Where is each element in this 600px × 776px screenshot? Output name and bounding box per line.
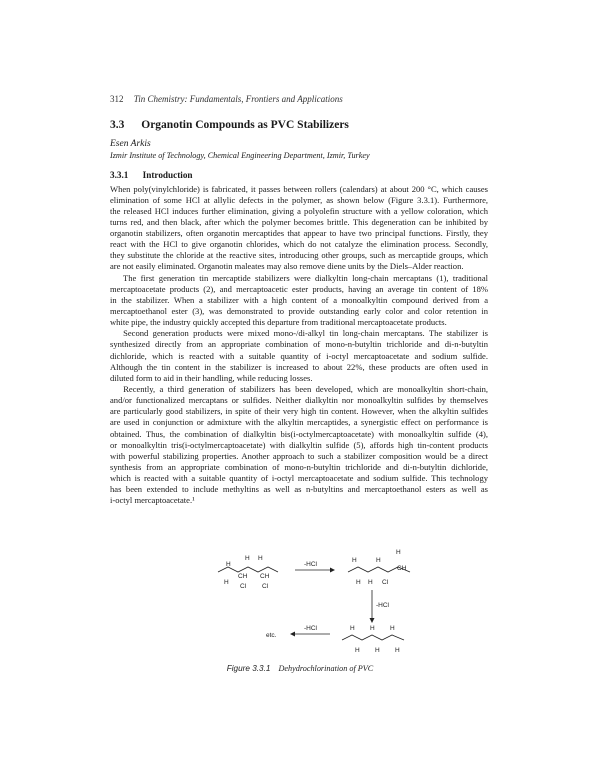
ch-label: CH: [238, 573, 248, 580]
body-line: Recently, a third generation of stabilizers has been developed, which are monoalkyltin short-chain,: [110, 384, 488, 395]
body-line: and/or functionalized mercaptans or sulfides. Neither dialkyltin nor monoalkyltin sulfides by themselves: [110, 395, 488, 406]
body-line: they substitute the chloride at the reactive sites, introducing other groups, such as mercaptide groups, which: [110, 250, 488, 261]
caption-label: Figure 3.3.1: [226, 664, 271, 673]
body-line: diluted form to aid in their handling, while reducing losses.: [110, 372, 313, 383]
body-line: or monoalkyltin tris(i-octylmercaptoacetate) with dialkyltin sulfide (5), affords high tin-content products: [110, 439, 488, 450]
body-line: synthesized directly from an appropriate combination of mono-n-butyltin trichloride and di-n-butyltin: [110, 339, 488, 350]
atom-h: H: [258, 555, 263, 562]
figure-reaction-scheme: [200, 540, 440, 664]
atom-h: H: [396, 549, 401, 556]
reaction-scheme-svg: [200, 540, 440, 664]
body-line: Second generation products were mixed mono-/di-alkyl tin long-chain mercaptans. The stabilizer is: [110, 328, 488, 339]
body-line: obtained. Thus, the combination of dialkyltin bis(i-octylmercaptoacetate) with monoalkyltin sulfide (4),: [110, 428, 488, 439]
atom-h: H: [352, 557, 357, 564]
atom-h: H: [390, 625, 395, 632]
atom-h: H: [350, 625, 355, 632]
ch-label: CH: [260, 573, 270, 580]
arrowhead-1: [330, 568, 335, 573]
body-line: react with the HCl to give organotin chlorides, which do not catalyze the elimination process. Secondly,: [110, 239, 488, 250]
body-line: with powerful stabilizing properties. Another approach to such a stabilizer composition would be a direct: [110, 450, 488, 461]
body-line: in the stabilizer. When a stabilizer with a high content of a monoalkyltin compound derived from a: [110, 294, 488, 305]
body-line: the released HCl induces further elimination, giving a polyolefin structure with a yellow coloration, which: [110, 205, 488, 216]
atom-h: H: [245, 555, 250, 562]
body-line: i-octyl mercaptoacetate.¹: [110, 495, 195, 506]
section-number: 3.3: [110, 119, 125, 131]
figure-caption: [0, 664, 600, 673]
body-line: mercaptoethanol ester (3), was demonstrated to provide outstanding early color and color retention in: [110, 306, 488, 317]
reagent-3: -HCl: [304, 625, 317, 632]
reagent-1: -HCl: [304, 561, 317, 568]
arrowhead-2: [370, 618, 375, 623]
atom-h: H: [395, 647, 400, 654]
caption-text: Dehydrochlorination of PVC: [278, 664, 374, 673]
atom-h: H: [370, 625, 375, 632]
body-line: Although the tin content in the stabilizer is increased to about 22%, these products are often used in: [110, 361, 488, 372]
body-line: has been extended to include methyltins as well as n-butyltins and mercaptoethanol esters as well as: [110, 484, 488, 495]
running-title: Tin Chemistry: Fundamentals, Frontiers and Applications: [133, 94, 343, 104]
atom-cl: Cl: [262, 583, 269, 590]
atom-cl: Cl: [382, 579, 389, 586]
atom-h: H: [355, 647, 360, 654]
body-line: synthesis from an appropriate combination of mono-n-butyltin trichloride and di-n-butyltin dichloride,: [110, 462, 488, 473]
subsection-title: [110, 170, 193, 180]
body-line: organotin stabilizers, often organotin mercaptides that appear to have two principal functions. Firstly, they: [110, 228, 488, 239]
atom-h: H: [226, 561, 231, 568]
author: Esen Arkis: [110, 139, 151, 149]
atom-h: H: [376, 557, 381, 564]
running-header: [110, 94, 343, 104]
etc-label: etc.: [266, 632, 277, 639]
chain-bottom: [342, 635, 404, 640]
atom-cl: Cl: [240, 583, 247, 590]
subsection-title-text: Introduction: [142, 170, 193, 180]
atom-h: H: [224, 579, 229, 586]
body-line: are particularly good stabilizers, in spite of their very high tin content. However, when the alkyltin sulfides: [110, 406, 488, 417]
subsection-number: 3.3.1: [110, 170, 129, 180]
body-text: [110, 184, 488, 507]
section-title: [110, 119, 349, 131]
body-line: white pipe, the industry quickly accepted this departure from traditional mercaptoacetate products.: [110, 317, 447, 328]
atom-h: H: [368, 579, 373, 586]
atom-h: H: [375, 647, 380, 654]
atom-h: H: [356, 579, 361, 586]
arrowhead-3: [290, 632, 295, 637]
page-number: 312: [110, 94, 124, 104]
body-line: which is reacted with a suitable quantity of i-octyl mercaptoacetate and sodium sulfide. This technology: [110, 473, 488, 484]
body-line: are not easily eliminated. Organotin maleates may also remove diene units by the Diels–Alder reaction.: [110, 261, 464, 272]
body-line: turns red, and then black, after which the polymer becomes brittle. This degeneration can be inhibited by: [110, 216, 488, 227]
reagent-2: -HCl: [376, 602, 389, 609]
ch-label: CH: [397, 565, 407, 572]
body-line: dichloride, which is reacted with a suitable quantity of i-octyl mercaptoacetate and sodium sulfide.: [110, 350, 488, 361]
body-line: mercaptoacetate products (2), and mercaptoacetic ester products, having an average tin content of 18%: [110, 283, 488, 294]
body-line: The first generation tin mercaptide stabilizers were dialkyltin long-chain mercaptans (1), traditional: [110, 272, 488, 283]
body-line: elimination of some HCl at allylic defects in the polymer, as shown below (Figure 3.3.1). Furthermore,: [110, 194, 488, 205]
section-title-text: Organotin Compounds as PVC Stabilizers: [141, 119, 349, 131]
affiliation: Izmir Institute of Technology, Chemical Engineering Department, Izmir, Turkey: [110, 151, 370, 160]
body-line: are used in conjunction or admixture with the alkyltin mercaptides, a synergistic effect on performance is: [110, 417, 488, 428]
body-line: When poly(vinylchloride) is fabricated, it passes between rollers (calendars) at about 200 °C, which causes: [110, 183, 488, 194]
